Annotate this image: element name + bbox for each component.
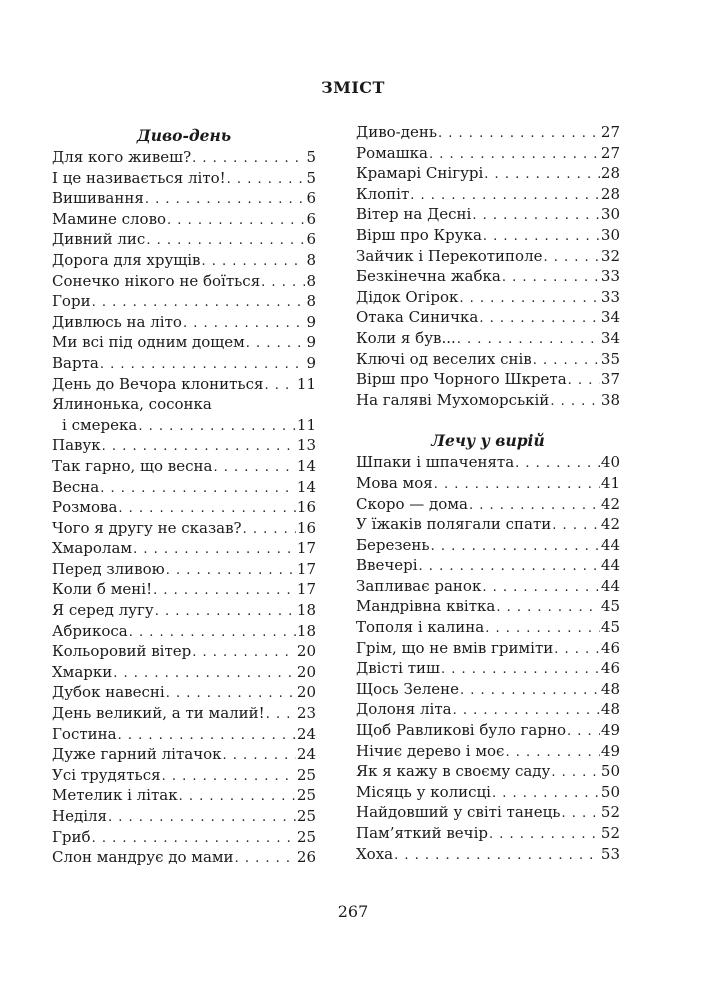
- toc-entry-title: Вірш про Чорного Шкрета: [356, 370, 567, 389]
- toc-entry-title: Диво-день: [356, 123, 438, 141]
- toc-entry: [52, 827, 316, 848]
- toc-entry-page: 17: [296, 559, 316, 578]
- toc-entry-page: 17: [296, 539, 316, 558]
- toc-entry-title: Гостина: [52, 724, 117, 743]
- toc-entry-page: 25: [296, 807, 316, 825]
- toc-entry: [356, 761, 620, 782]
- toc-entry-title: Весна: [52, 477, 100, 496]
- toc-entry-title: Нічиє дерево і моє: [356, 741, 505, 760]
- toc-entry-title: Коли б мені!: [52, 580, 153, 599]
- toc-entry-page: 32: [600, 246, 620, 265]
- leader-dots: [434, 475, 600, 496]
- toc-entry: [52, 724, 316, 745]
- toc-entry: [52, 703, 316, 724]
- toc-entry: [356, 452, 620, 473]
- leader-dots: [438, 124, 600, 145]
- toc-entry: [52, 559, 316, 580]
- toc-entry: [52, 456, 316, 477]
- leader-dots: [483, 227, 600, 248]
- toc-entry-title: Павук: [52, 436, 101, 455]
- toc-entry: [356, 823, 620, 844]
- toc-entry-title: Розмова: [52, 498, 118, 517]
- toc-entry-title: Дідок Огірок: [356, 287, 459, 306]
- toc-entry-page: 24: [296, 724, 316, 743]
- toc-entry: [356, 494, 620, 515]
- toc-entry-title: Щось Зелене: [356, 679, 459, 698]
- toc-entry-title: Дивлюсь на літо: [52, 312, 182, 331]
- leader-dots: [505, 743, 599, 764]
- toc-entry-page: 41: [600, 473, 620, 492]
- leader-dots: [108, 808, 296, 829]
- toc-entry-page: 9: [306, 312, 316, 331]
- leader-dots: [153, 581, 296, 602]
- toc-entry-page: 28: [600, 184, 620, 203]
- toc-entry-title: Для кого живеш?: [52, 148, 192, 166]
- toc-entry-page: 20: [296, 642, 316, 661]
- toc-entry: [52, 147, 316, 168]
- toc-entry-page: 49: [600, 741, 620, 760]
- leader-dots: [113, 664, 296, 685]
- toc-entry-page: 52: [600, 824, 620, 842]
- toc-entry: [52, 785, 316, 806]
- leader-dots: [213, 458, 295, 479]
- section-title: Диво-день: [136, 126, 232, 145]
- leader-dots: [459, 289, 600, 310]
- leader-dots: [166, 561, 296, 582]
- toc-entry-title: Мова моя: [356, 473, 433, 492]
- toc-entry-title: Зайчик і Перекотиполе: [356, 246, 543, 265]
- toc-entry-page: 25: [296, 786, 316, 805]
- toc-entry: [52, 291, 316, 312]
- toc-entry: [52, 168, 316, 189]
- toc-entry: [356, 802, 620, 823]
- leader-dots: [515, 454, 600, 475]
- leader-dots: [100, 479, 296, 500]
- toc-entry-page: 53: [600, 844, 620, 863]
- leader-dots: [261, 273, 305, 294]
- toc-entry: [52, 682, 316, 703]
- leader-dots: [485, 619, 600, 640]
- toc-entry-title: Дивний лис: [52, 230, 146, 249]
- leader-dots: [492, 784, 600, 805]
- toc-entry-title: Мандрівна квітка: [356, 597, 496, 616]
- toc-entry: [52, 477, 316, 498]
- toc-list-right: [356, 452, 620, 864]
- toc-entry-page: 11: [296, 374, 316, 393]
- toc-entry-title: Долоня літа: [356, 700, 452, 719]
- leader-dots: [118, 726, 296, 747]
- leader-dots: [166, 684, 296, 705]
- toc-entry-title: Грім, що не вмів гриміти: [356, 638, 554, 657]
- leader-dots: [429, 145, 600, 166]
- leader-dots: [102, 437, 296, 458]
- toc-entry: [356, 679, 620, 700]
- toc-entry-page: 38: [600, 390, 620, 409]
- toc-entry-page: 40: [600, 453, 620, 472]
- leader-dots: [235, 849, 296, 870]
- section-gap: [356, 410, 620, 424]
- toc-entry: [356, 638, 620, 659]
- toc-entry-page: 44: [600, 556, 620, 575]
- toc-entry-page: 49: [600, 721, 620, 740]
- toc-entry-page: 18: [296, 621, 316, 640]
- toc-entry-page: 44: [600, 576, 620, 595]
- toc-entry: [52, 229, 316, 250]
- leader-dots: [482, 578, 600, 599]
- leader-dots: [554, 640, 600, 661]
- toc-entry-title: Березень: [356, 535, 430, 554]
- toc-entry-title: У їжаків полягали спати: [356, 515, 552, 534]
- toc-entry-page: 18: [296, 601, 316, 620]
- toc-entry-page: 14: [296, 456, 316, 475]
- toc-entry: [52, 394, 316, 415]
- toc-entry-page: 25: [296, 827, 316, 846]
- section-title: Лечу у вирій: [431, 431, 545, 451]
- toc-entry-page: 33: [600, 267, 620, 286]
- leader-dots: [533, 351, 600, 372]
- toc-entry-title: Кольоровий вітер: [52, 642, 192, 661]
- toc-entry-page: 5: [306, 148, 316, 166]
- toc-entry-title: Слон мандрує до мами: [52, 848, 234, 867]
- toc-entry: [52, 312, 316, 333]
- toc-entry-page: 42: [600, 515, 620, 534]
- toc-entry: [356, 555, 620, 576]
- toc-entry-title: Скоро — дома: [356, 494, 468, 513]
- leader-dots: [431, 537, 600, 558]
- toc-entry-title: Вітер на Десні: [356, 205, 472, 224]
- leader-dots: [264, 376, 295, 397]
- leader-dots: [441, 660, 600, 681]
- toc-entry: [52, 518, 316, 539]
- leader-dots: [472, 206, 600, 227]
- page-title: ЗМІСТ: [321, 78, 385, 97]
- leader-dots: [496, 598, 600, 619]
- toc-entry-title: Неділя: [52, 807, 107, 825]
- toc-entry: [52, 662, 316, 683]
- toc-entry-title: Усі трудяться: [52, 765, 161, 784]
- toc-entry: [356, 369, 620, 390]
- toc-entry-page: 8: [306, 250, 316, 269]
- toc-entry: [356, 328, 620, 349]
- toc-entry-title: Ключі од веселих снів: [356, 349, 532, 368]
- leader-dots: [246, 334, 306, 355]
- toc-entry-title: Абрикоса: [52, 621, 128, 640]
- toc-entry-page: 8: [306, 292, 316, 311]
- toc-entry-page: 20: [296, 662, 316, 681]
- toc-entry-page: 8: [306, 271, 316, 290]
- leader-dots: [550, 392, 600, 413]
- toc-entry-title: Найдовший у світі танець: [356, 803, 561, 822]
- toc-entry-title: Коли я був...: [356, 328, 456, 347]
- toc-entry: [52, 621, 316, 642]
- toc-entry-page: 11: [296, 415, 316, 434]
- toc-entry: [356, 246, 620, 267]
- toc-entry-page: 30: [600, 205, 620, 224]
- toc-entry: [52, 806, 316, 827]
- leader-dots: [489, 825, 600, 846]
- toc-entry-page: 52: [600, 803, 620, 822]
- toc-entry-title: На галяві Мухоморській: [356, 390, 550, 409]
- toc-entry-page: 27: [600, 123, 620, 141]
- toc-entry: [356, 699, 620, 720]
- toc-entry: [356, 514, 620, 535]
- toc-entry-title: і смерека: [62, 415, 138, 434]
- toc-entry-title: Дубок навесні: [52, 683, 165, 702]
- leader-dots: [138, 417, 296, 438]
- toc-entry-page: 24: [296, 745, 316, 764]
- toc-entry: [356, 143, 620, 164]
- toc-entry-title: Варта: [52, 353, 99, 372]
- leader-dots: [92, 293, 306, 314]
- toc-entry: [52, 271, 316, 292]
- toc-entry: [356, 617, 620, 638]
- toc-entry: [356, 535, 620, 556]
- leader-dots: [162, 767, 296, 788]
- toc-entry-title: Двісті тиш: [356, 659, 440, 678]
- toc-entry-title: Щоб Равликові було гарно: [356, 721, 566, 740]
- leader-dots: [243, 520, 296, 541]
- leader-dots: [453, 701, 600, 722]
- toc-entry-title: Безкінечна жабка: [356, 267, 501, 286]
- leader-dots: [561, 804, 599, 825]
- toc-entry: [52, 435, 316, 456]
- toc-entry-title: Ми всі під одним дощем: [52, 333, 245, 352]
- leader-dots: [568, 371, 600, 392]
- toc-entry: [356, 287, 620, 308]
- toc-entry: [356, 741, 620, 762]
- toc-entry-title: Запливає ранок: [356, 576, 482, 595]
- toc-entry-title: Тополя і калина: [356, 618, 485, 637]
- toc-entry: [52, 744, 316, 765]
- toc-entry: [52, 374, 316, 395]
- toc-entry-page: 20: [296, 683, 316, 702]
- toc-entry-page: 44: [600, 535, 620, 554]
- toc-entry-title: Гори: [52, 292, 91, 311]
- leader-dots: [146, 231, 305, 252]
- toc-entry-title: Вірш про Крука: [356, 225, 482, 244]
- toc-entry-title: Я серед лугу: [52, 601, 154, 620]
- toc-entry-title: Вишивання: [52, 189, 144, 208]
- leader-dots: [502, 268, 600, 289]
- toc-entry-title: Гриб: [52, 827, 91, 846]
- toc-entry: [356, 576, 620, 597]
- toc-entry-title: Метелик і літак: [52, 786, 178, 805]
- toc-entry-title: День до Вечора клониться: [52, 374, 264, 393]
- leader-dots: [202, 252, 306, 273]
- toc-list-right-top: [356, 122, 620, 410]
- leader-dots: [179, 787, 296, 808]
- leader-dots: [469, 496, 600, 517]
- toc-entry-page: 26: [296, 848, 316, 867]
- toc-entry: [356, 658, 620, 679]
- toc-list-left: [52, 147, 316, 868]
- toc-entry-title: День великий, а ти малий!: [52, 704, 265, 723]
- toc-entry: [52, 209, 316, 230]
- leader-dots: [133, 540, 296, 561]
- toc-entry-title: Ромашка: [356, 143, 428, 162]
- toc-entry-page: 6: [306, 189, 316, 208]
- toc-entry-page: 45: [600, 618, 620, 637]
- toc-entry-page: 42: [600, 494, 620, 513]
- toc-entry-page: 28: [600, 164, 620, 183]
- toc-entry-title: Ввечері: [356, 556, 418, 575]
- leader-dots: [145, 190, 306, 211]
- toc-entry-page: 25: [296, 765, 316, 784]
- leader-dots: [479, 309, 600, 330]
- toc-entry: [356, 473, 620, 494]
- toc-entry: [52, 765, 316, 786]
- leader-dots: [410, 186, 600, 207]
- toc-entry: [356, 163, 620, 184]
- toc-entry-title: І це називається літо!: [52, 168, 226, 187]
- toc-entry: [52, 188, 316, 209]
- toc-entry: [52, 641, 316, 662]
- toc-entry-page: 34: [600, 328, 620, 347]
- toc-entry-title: Ялинонька, сосонка: [52, 395, 212, 414]
- leader-dots: [118, 499, 296, 520]
- toc-entry-title: Сонечко нікого не боїться: [52, 271, 261, 290]
- toc-entry-page: 48: [600, 679, 620, 698]
- leader-dots: [183, 314, 306, 335]
- leader-dots: [394, 846, 600, 867]
- toc-entry-page: 16: [296, 518, 316, 537]
- leader-dots: [192, 149, 305, 170]
- leader-dots: [484, 165, 600, 186]
- toc-entry: [356, 266, 620, 287]
- leader-dots: [155, 602, 296, 623]
- toc-entry-page: 14: [296, 477, 316, 496]
- leader-dots: [129, 623, 296, 644]
- toc-entry-title: Чого я другу не сказав?: [52, 518, 242, 537]
- toc-entry-page: 34: [600, 308, 620, 327]
- toc-entry: [356, 122, 620, 143]
- toc-entry-title: Місяць у колисці: [356, 782, 491, 801]
- leader-dots: [551, 763, 600, 784]
- leader-dots: [552, 516, 600, 537]
- leader-dots: [223, 746, 296, 767]
- toc-entry-page: 48: [600, 700, 620, 719]
- toc-entry: [356, 390, 620, 411]
- toc-entry-title: Хмаролам: [52, 539, 133, 558]
- toc-entry: [52, 415, 316, 436]
- leader-dots: [192, 643, 296, 664]
- toc-entry-page: 5: [306, 168, 316, 187]
- page-number: 267: [337, 902, 369, 921]
- toc-entry-title: Крамарі Снігурі: [356, 164, 484, 183]
- toc-entry-title: Клопіт: [356, 184, 410, 203]
- toc-entry-page: 9: [306, 333, 316, 352]
- toc-entry: [356, 782, 620, 803]
- toc-entry: [52, 847, 316, 868]
- toc-entry-title: Отака Синичка: [356, 308, 479, 327]
- leader-dots: [419, 557, 600, 578]
- toc-entry-page: 50: [600, 782, 620, 801]
- toc-entry: [356, 596, 620, 617]
- toc-entry-title: Хоха: [356, 844, 394, 863]
- toc-entry-title: Як я кажу в своєму саду: [356, 762, 551, 781]
- toc-entry-page: 46: [600, 659, 620, 678]
- toc-entry: [356, 204, 620, 225]
- toc-entry-page: 17: [296, 580, 316, 599]
- toc-column-right: [356, 122, 620, 864]
- toc-entry: [356, 184, 620, 205]
- toc-entry-page: 50: [600, 762, 620, 781]
- leader-dots: [457, 330, 600, 351]
- toc-entry-page: 16: [296, 498, 316, 517]
- toc-entry-page: 46: [600, 638, 620, 657]
- toc-entry: [52, 497, 316, 518]
- toc-entry: [52, 579, 316, 600]
- leader-dots: [460, 681, 600, 702]
- toc-entry: [52, 538, 316, 559]
- toc-entry-title: Пам’яткий вечір: [356, 824, 488, 842]
- toc-entry-title: Дуже гарний літачок: [52, 745, 222, 764]
- toc-entry: [356, 349, 620, 370]
- toc-entry-page: 30: [600, 225, 620, 244]
- toc-column-left: [52, 122, 316, 868]
- leader-dots: [266, 705, 296, 726]
- toc-entry-title: Перед зливою: [52, 559, 165, 578]
- toc-entry-title: Так гарно, що весна: [52, 456, 213, 475]
- toc-entry: [356, 307, 620, 328]
- toc-entry: [52, 332, 316, 353]
- toc-entry-page: 23: [296, 704, 316, 723]
- leader-dots: [227, 170, 306, 191]
- toc-entry: [52, 600, 316, 621]
- toc-entry: [52, 250, 316, 271]
- toc-entry: [356, 720, 620, 741]
- leader-dots: [567, 722, 600, 743]
- leader-dots: [100, 355, 306, 376]
- toc-entry-title: Мамине слово: [52, 209, 167, 228]
- toc-entry-page: 9: [306, 353, 316, 372]
- toc-entry-title: Хмарки: [52, 662, 113, 681]
- toc-entry-page: 37: [600, 370, 620, 389]
- toc-entry-page: 6: [306, 209, 316, 228]
- toc-entry-page: 45: [600, 597, 620, 616]
- toc-entry: [356, 844, 620, 865]
- leader-dots: [167, 211, 305, 232]
- toc-entry-page: 6: [306, 230, 316, 249]
- toc-entry-page: 33: [600, 287, 620, 306]
- leader-dots: [543, 248, 599, 269]
- toc-entry: [356, 225, 620, 246]
- leader-dots: [92, 829, 296, 850]
- toc-entry-page: 35: [600, 349, 620, 368]
- toc-entry: [52, 353, 316, 374]
- toc-entry-page: 13: [296, 436, 316, 455]
- toc-entry-title: Шпаки і шпаченята: [356, 453, 515, 472]
- toc-entry-page: 27: [600, 143, 620, 162]
- toc-entry-title: Дорога для хрущів: [52, 250, 201, 269]
